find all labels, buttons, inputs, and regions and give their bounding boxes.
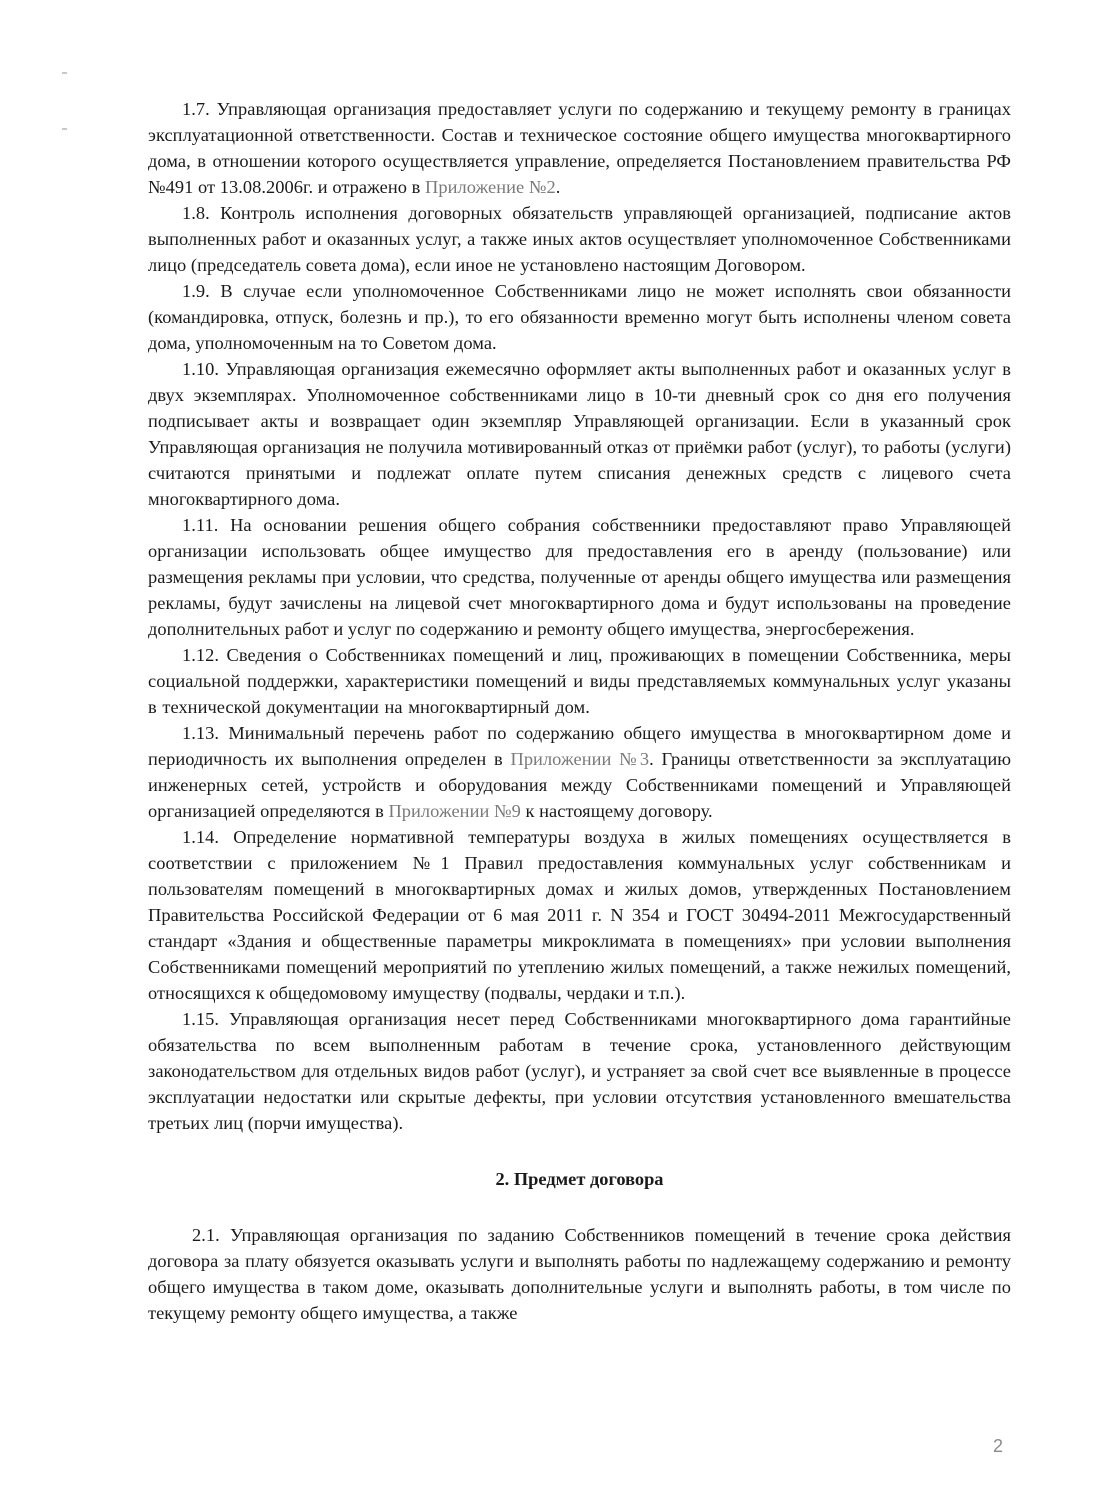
paragraph-1-13-text: 1.13. Минимальный перечень работ по содержанию общего имущества в многоквартирном доме и периодичность их выполнения определен в: [148, 723, 1011, 769]
paragraph-1-7-text: 1.7. Управляющая организация предоставляет услуги по содержанию и текущему ремонту в границах эксплуатационной ответственности. Состав и техническое состояние общего имущества многоквартирного дома, в отношении которого осуществляется управление, определяется Постановлением правительства РФ №491 от 13.08.2006г. и отражено в: [148, 99, 1011, 197]
page-number: 2: [993, 1436, 1004, 1456]
appendix-3-reference: Приложении №3: [510, 749, 650, 769]
paragraph-1-11: 1.11. На основании решения общего собрания собственники предоставляют право Управляющей организации использовать общее имущество для предоставления его в аренду (пользование) или размещения рекламы при условии, что средства, полученные от аренды общего имущества или размещения рекламы, будут зачислены на лицевой счет многоквартирного дома и будут использованы на проведение дополнительных работ и услуг по содержанию и ремонту общего имущества, энергосбережения.: [148, 515, 1011, 639]
paragraph-1-7: [148, 96, 1011, 200]
paragraph-1-8: 1.8. Контроль исполнения договорных обязательств управляющей организацией, подписание актов выполненных работ и оказанных услуг, а также иных актов осуществляет уполномоченное Собственниками лицо (председатель совета дома), если иное не установлено настоящим Договором.: [148, 203, 1011, 275]
paragraph-1-13-middle: . Границы ответственности за эксплуатацию инженерных сетей, устройств и оборудования между Собственниками помещений и Управляющей организацией определяются в: [148, 749, 1012, 821]
document-page: [148, 96, 1011, 1326]
paragraph-1-15: 1.15. Управляющая организация несет перед Собственниками многоквартирного дома гарантийные обязательства по всем выполненным работам в течение срока, установленного действующим законодательством для отдельных видов работ (услуг), и устраняет за свой счет все выявленные в процессе эксплуатации недостатки или скрытые дефекты, при условии отсутствия установленного вмешательства третьих лиц (порчи имущества).: [148, 1009, 1011, 1133]
paragraph-1-13: [148, 720, 1011, 824]
paragraph-1-12: 1.12. Сведения о Собственниках помещений и лиц, проживающих в помещении Собственника, меры социальной поддержки, характеристики помещений и виды представляемых коммунальных услуг указаны в технической документации на многоквартирный дом.: [148, 645, 1011, 717]
paragraph-2-1: 2.1. Управляющая организация по заданию Собственников помещений в течение срока действия договора за плату обязуется оказывать услуги и выполнять работы по надлежащему содержанию и ремонту общего имущества в таком доме, оказывать дополнительные услуги и выполнять работы, в том числе по текущему ремонту общего имущества, а также: [148, 1225, 1011, 1323]
appendix-2-reference: Приложение №2: [425, 177, 556, 197]
appendix-9-reference: Приложении №9: [388, 801, 521, 821]
section-2-heading: 2. Предмет договора: [495, 1169, 664, 1189]
paragraph-1-7-end: .: [555, 177, 561, 197]
paragraph-1-14: 1.14. Определение нормативной температуры воздуха в жилых помещениях осуществляется в соответствии с приложением №1 Правил предоставления коммунальных услуг собственникам и пользователям помещений в многоквартирных домах и жилых домов, утвержденных Постановлением Правительства Российской Федерации от 6 мая 2011 г. N 354 и ГОСТ 30494-2011 Межгосударственный стандарт «Здания и общественные параметры микроклимата в помещениях» при условии выполнения Собственниками помещений мероприятий по утеплению жилых помещений, а также нежилых помещений, относящихся к общедомовому имуществу (подвалы, чердаки и т.п.).: [148, 827, 1011, 1003]
paragraph-1-10: 1.10. Управляющая организация ежемесячно оформляет акты выполненных работ и оказанных услуг в двух экземплярах. Уполномоченное собственниками лицо в 10-ти дневный срок со дня его получения подписывает акты и возвращает один экземпляр Управляющей организации. Если в указанный срок Управляющая организация не получила мотивированный отказ от приёмки работ (услуг), то работы (услуги) считаются принятыми и подлежат оплате путем списания денежных средств с лицевого счета многоквартирного дома.: [148, 359, 1011, 509]
scan-artifact: [62, 128, 67, 130]
scan-artifact: [62, 72, 67, 74]
paragraph-1-9: 1.9. В случае если уполномоченное Собственниками лицо не может исполнять свои обязанности (командировка, отпуск, болезнь и пр.), то его обязанности временно могут быть исполнены членом совета дома, уполномоченным на то Советом дома.: [148, 281, 1011, 353]
paragraph-1-13-end: к настоящему договору.: [520, 801, 713, 821]
